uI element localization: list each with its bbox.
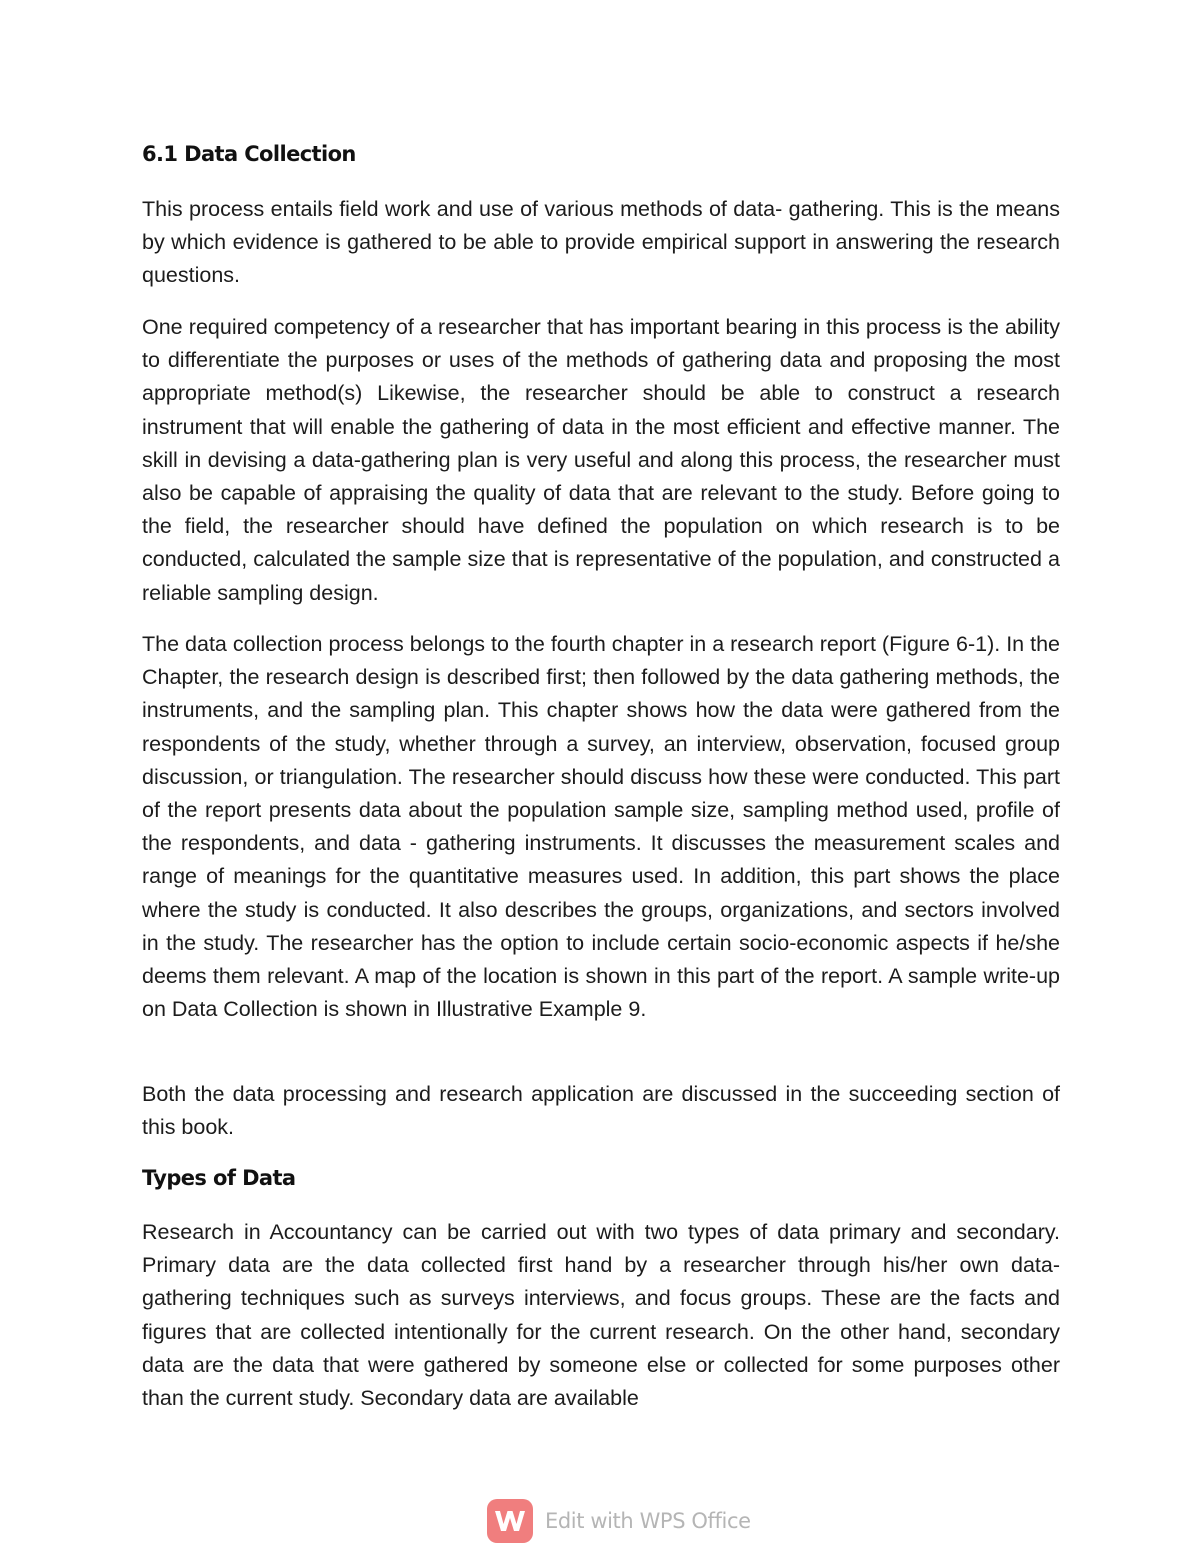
- wps-watermark-label: Edit with WPS Office: [545, 1509, 751, 1533]
- section-heading: 6.1 Data Collection: [142, 142, 356, 166]
- wps-watermark[interactable]: [487, 1498, 751, 1544]
- paragraph-types-of-data: Research in Accountancy can be carried out with two types of data primary and secondary. Primary data are the data collected first hand by a researcher through his/her own data-gathering techniques such as surveys interviews, and focus groups. These are the facts and figures that are collected intentionally for the current research. On the other hand, secondary data are the data that were gathered by someone else or collected for some purposes other than the current study. Secondary data are available: [142, 1220, 1060, 1411]
- paragraph-competency: One required competency of a researcher that has important bearing in this process is the ability to differentiate the purposes or uses of the methods of gathering data and proposing the most appropriate method(s) Likewise, the researcher should be able to construct a research instrument that will enable the gathering of data in the most efficient and effective manner. The skill in devising a data-gathering plan is very useful and along this process, the researcher must also be capable of appraising the quality of data that are relevant to the study. Before going to the field, the researcher should have defined the population on which research is to be conducted, calculated the sample size that is representative of the population, and constructed a reliable sampling design.: [142, 315, 1060, 605]
- paragraph-intro: This process entails field work and use of various methods of data- gathering. This is the means by which evidence is gathered to be able to provide empirical support in answering the research questions.: [142, 197, 1060, 288]
- paragraph-closing: Both the data processing and research application are discussed in the succeeding section of this book.: [142, 1082, 1060, 1140]
- paragraph-process: The data collection process belongs to the fourth chapter in a research report (Figure 6-1). In the Chapter, the research design is described first; then followed by the data gathering methods, the instruments, and the sampling plan. This chapter shows how the data were gathered from the respondents of the study, whether through a survey, an interview, observation, focused group discussion, or triangulation. The researcher should discuss how these were conducted. This part of the report presents data about the population sample size, sampling method used, profile of the respondents, and data - gathering instruments. It discusses the measurement scales and range of meanings for the quantitative measures used. In addition, this part shows the place where the study is conducted. It also describes the groups, organizations, and sectors involved in the study. The researcher has the option to include certain socio-economic aspects if he/she deems them relevant. A map of the location is shown in this part of the report. A sample write-up on Data Collection is shown in Illustrative Example 9.: [142, 632, 1060, 1022]
- subsection-heading: Types of Data: [142, 1166, 296, 1190]
- wps-logo-icon: [487, 1499, 533, 1543]
